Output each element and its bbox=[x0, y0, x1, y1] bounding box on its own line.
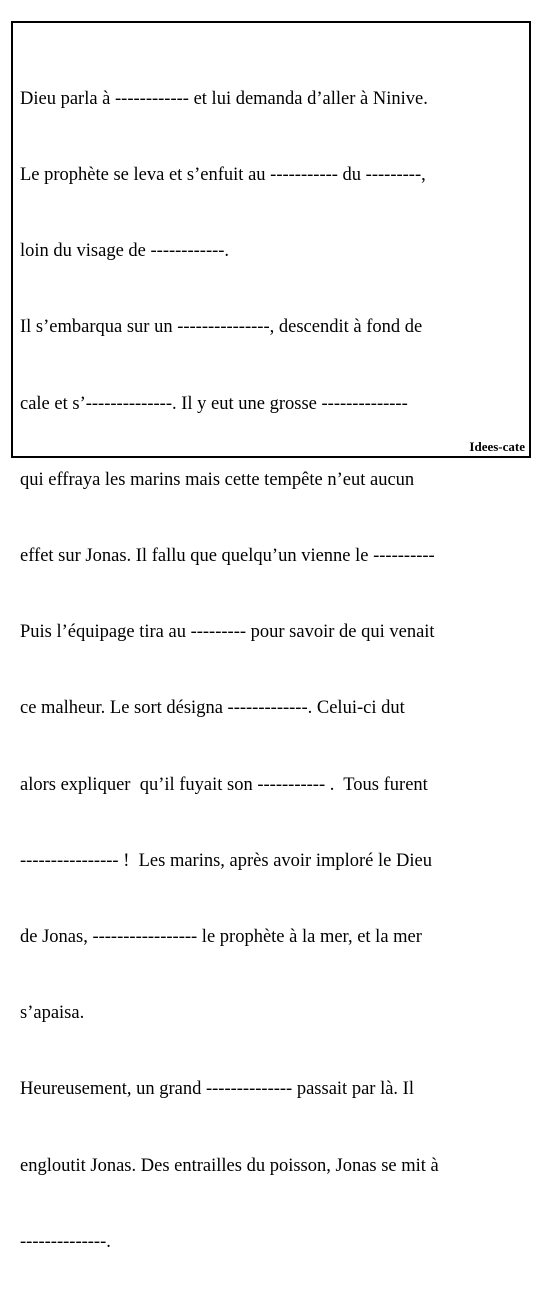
text-line-3: loin du visage de ------------. bbox=[20, 241, 230, 262]
text-line-1: Dieu parla à ------------ et lui demanda d’aller à Ninive. bbox=[20, 88, 428, 109]
text-line-2: Le prophète se leva et s’enfuit au ----------- du ---------, bbox=[20, 165, 426, 186]
text-line-10: alors expliquer qu’il fuyait son ----------- . Tous furent bbox=[20, 774, 428, 795]
text-line-6: qui effraya les marins mais cette tempête n’eut aucun bbox=[20, 469, 415, 490]
text-line-9: ce malheur. Le sort désigna -------------. Celui-ci dut bbox=[20, 698, 405, 719]
text-line-12: de Jonas, ----------------- le prophète à la mer, et la mer bbox=[20, 927, 422, 948]
text-line-16: --------------. bbox=[20, 1231, 111, 1252]
text-line-7: effet sur Jonas. Il fallu que quelqu’un vienne le ---------- bbox=[20, 546, 435, 567]
signature-label: Idees-cate bbox=[469, 439, 525, 454]
text-line-11: ---------------- ! Les marins, après avoir imploré le Dieu bbox=[20, 850, 432, 871]
text-line-5: cale et s’--------------. Il y eut une grosse -------------- bbox=[20, 393, 408, 414]
text-line-13: s’apaisa. bbox=[20, 1003, 85, 1024]
fill-in-the-blank-text bbox=[20, 36, 530, 1306]
text-line-14: Heureusement, un grand -------------- passait par là. Il bbox=[20, 1079, 414, 1100]
text-line-8: Puis l’équipage tira au --------- pour savoir de qui venait bbox=[20, 622, 435, 643]
text-line-15: engloutit Jonas. Des entrailles du poisson, Jonas se mit à bbox=[20, 1155, 439, 1176]
text-line-4: Il s’embarqua sur un ---------------, descendit à fond de bbox=[20, 317, 423, 338]
